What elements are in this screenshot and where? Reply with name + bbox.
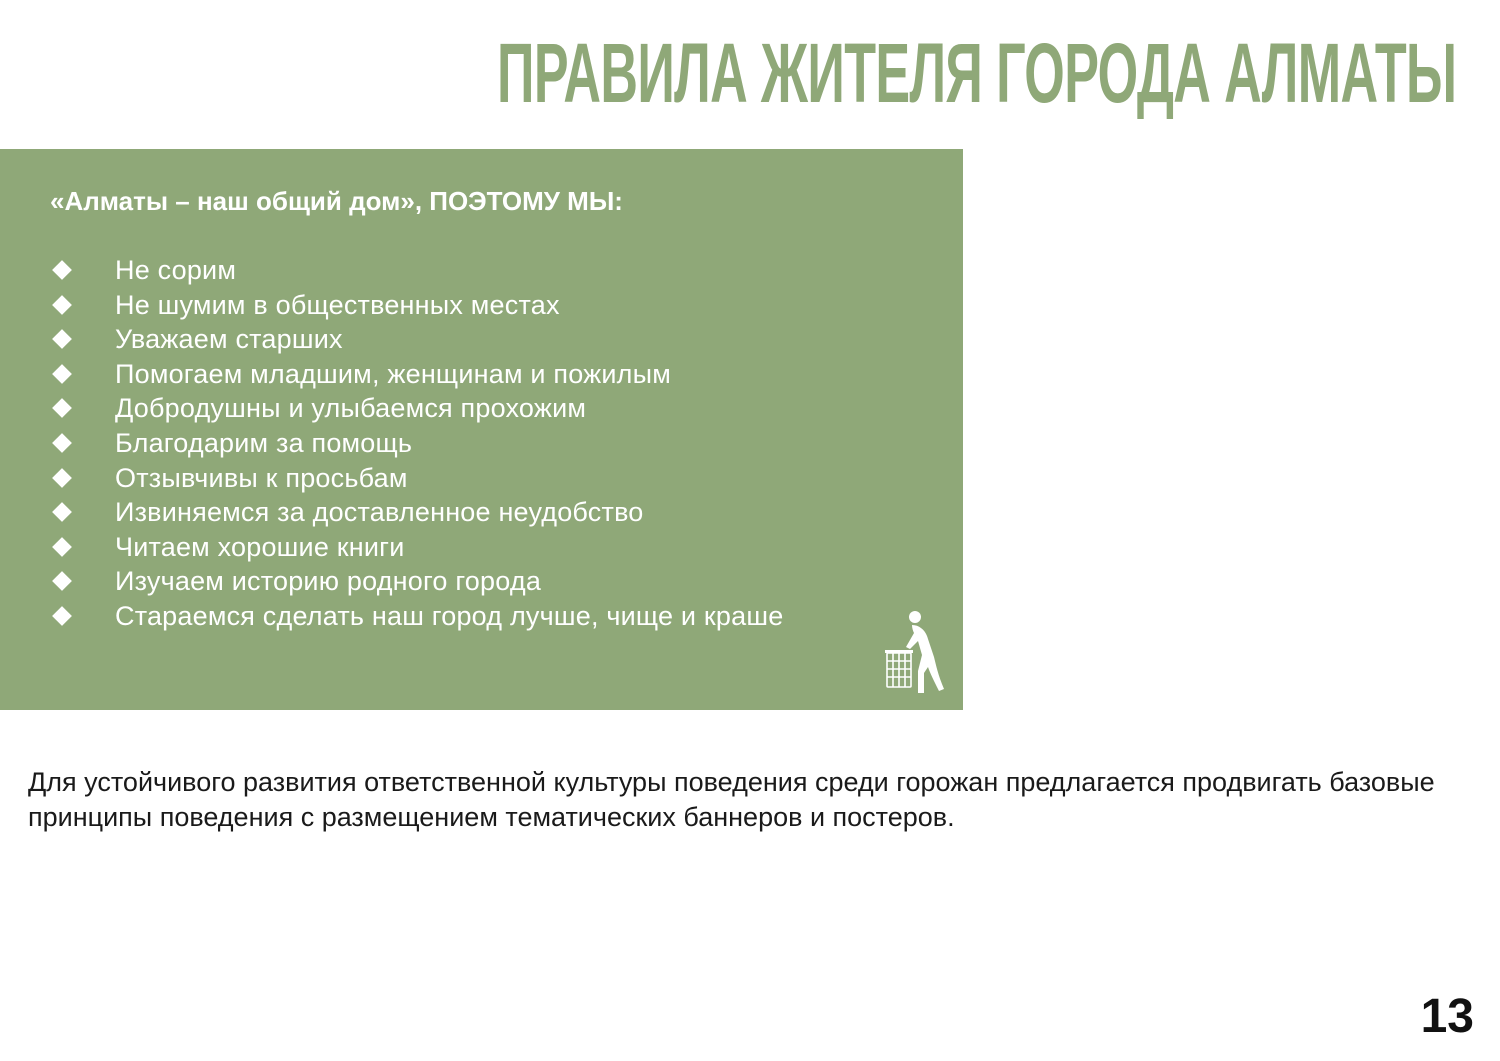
- rule-text: Изучаем историю родного города: [115, 566, 542, 597]
- diamond-bullet-icon: [52, 433, 72, 453]
- page-title: ПРАВИЛА ЖИТЕЛЯ ГОРОДА АЛМАТЫ: [496, 26, 1456, 120]
- rule-text: Стараемся сделать наш город лучше, чище и краше: [115, 600, 784, 631]
- diamond-bullet-icon: [52, 398, 72, 418]
- diamond-bullet-icon: [52, 571, 72, 591]
- diamond-bullet-icon: [52, 537, 72, 557]
- rule-text: Извиняемся за доставленное неудобство: [115, 497, 644, 528]
- diamond-bullet-icon: [52, 364, 72, 384]
- page-number: 13: [1420, 990, 1474, 1043]
- rules-panel: [0, 149, 963, 710]
- person-littering-trash-icon: [884, 609, 952, 697]
- rule-text: Читаем хорошие книги: [115, 531, 405, 562]
- panel-heading: «Алматы – наш общий дом», ПОЭТОМУ МЫ:: [50, 186, 623, 216]
- rule-text: Помогаем младшим, женщинам и пожилым: [115, 358, 672, 389]
- diamond-bullet-icon: [52, 260, 72, 280]
- rule-text: Благодарим за помощь: [115, 427, 413, 458]
- rule-text: Не сорим: [115, 255, 237, 285]
- rule-text: Отзывчивы к просьбам: [115, 462, 408, 493]
- diamond-bullet-icon: [52, 329, 72, 349]
- diamond-bullet-icon: [52, 606, 72, 626]
- diamond-bullet-icon: [52, 295, 72, 315]
- description-text: Для устойчивого развития ответственной культуры поведения среди горожан предлагается продвигать базовые принципы поведения с размещением тематических баннеров и постеров.: [28, 767, 1435, 832]
- rule-text: Уважаем старших: [115, 324, 343, 355]
- diamond-bullet-icon: [52, 502, 72, 522]
- diamond-bullet-icon: [52, 468, 72, 488]
- rule-text: Добродушны и улыбаемся прохожим: [115, 393, 587, 424]
- rule-text: Не шумим в общественных местах: [115, 289, 560, 320]
